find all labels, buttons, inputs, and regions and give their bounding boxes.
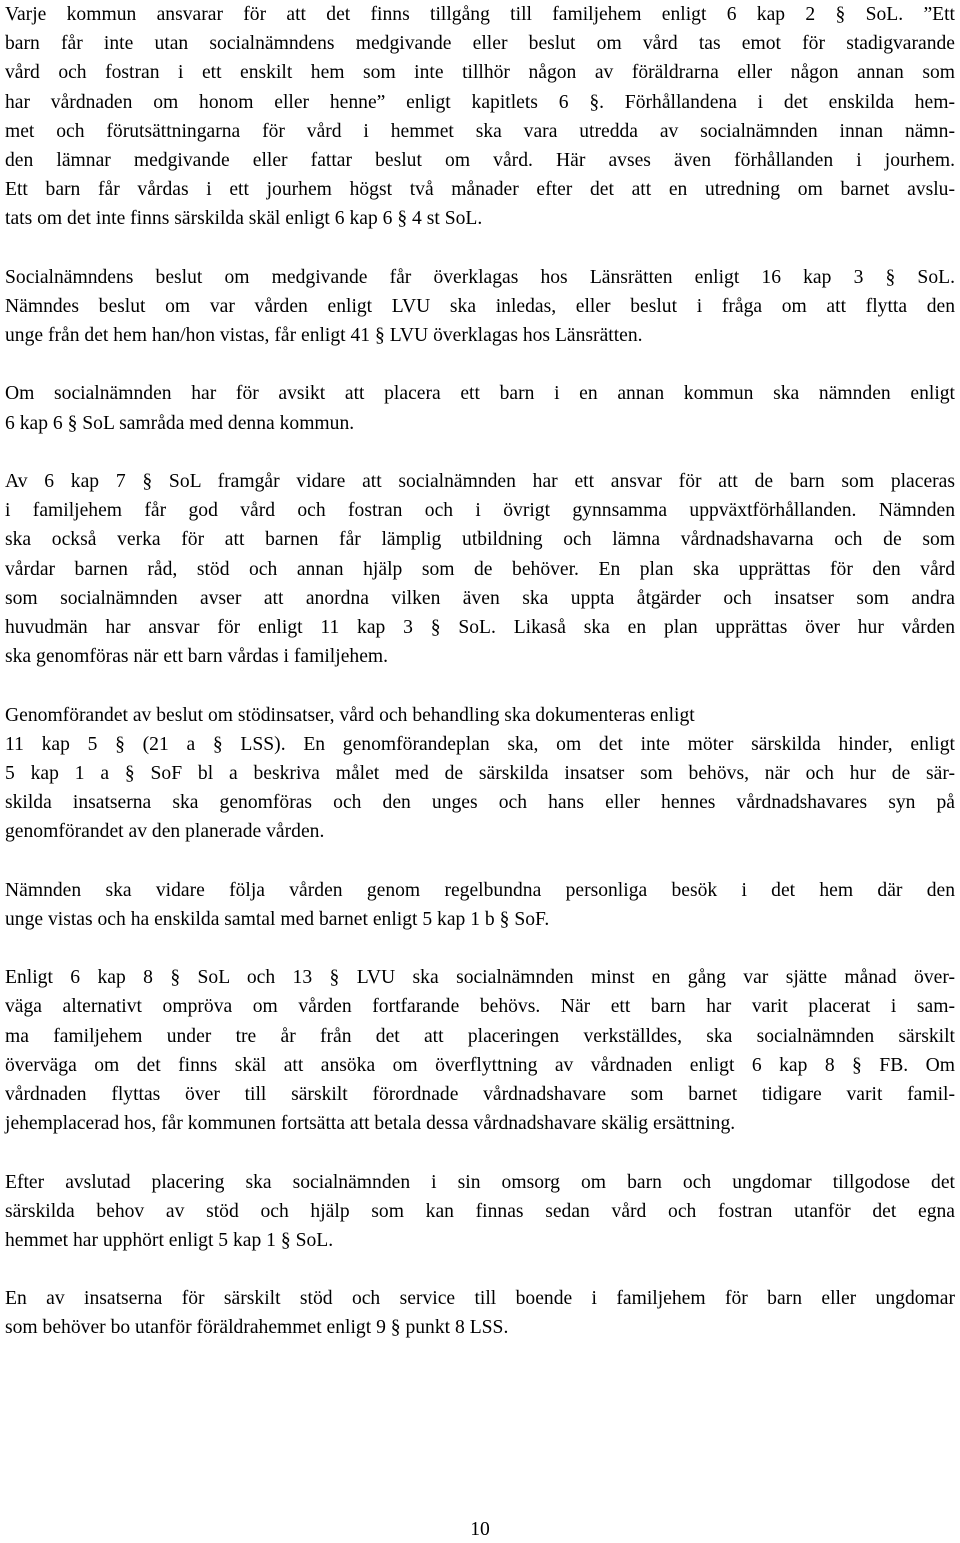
paragraph-gap — [5, 846, 955, 875]
text-line: Om socialnämnden har för avsikt att placera ett barn i en annan kommun ska nämnden enligt — [5, 383, 955, 405]
text-line: Socialnämndens beslut om medgivande får överklagas hos Länsrätten enligt 16 kap 3 § SoL. — [5, 266, 955, 288]
text-line: Genomförandet av beslut om stödinsatser, vård och behandling ska dokumenteras enligt — [5, 704, 695, 726]
text-line: den lämnar medgivande eller fattar beslut om vård. Här avses även förhållanden i jourhem. — [5, 149, 955, 171]
text-line: 6 kap 6 § SoL samråda med denna kommun. — [5, 412, 355, 434]
text-line: ska genomföras när ett barn vårdas i familjehem. — [5, 646, 389, 668]
text-line: 5 kap 1 a § SoF bl a beskriva målet med de särskilda insatser som behövs, när och hur de sär- — [5, 762, 955, 784]
text-line: ska också verka för att barnen får lämplig utbildning och lämna vårdnadshavarna och de som — [5, 529, 955, 551]
paragraph-gap — [5, 438, 955, 467]
text-line: unge från det hem han/hon vistas, får enligt 41 § LVU överklagas hos Länsrätten. — [5, 325, 643, 347]
paragraph-ansvar-placerade-barn — [5, 467, 955, 671]
text-line: unge vistas och ha enskilda samtal med barnet enligt 5 kap 1 b § SoF. — [5, 908, 550, 930]
paragraph-gap — [5, 1138, 955, 1167]
text-line: överväga om det finns skäl att ansöka om överflyttning av vårdnaden enligt 6 kap 8 § FB. Om — [5, 1054, 955, 1076]
text-line: genomförandet av den planerade vården. — [5, 821, 325, 843]
text-line: vårdnaden flyttas över till särskilt förordnade vårdnadshavare som barnet tidigare varit famil- — [5, 1083, 955, 1105]
text-line: i familjehem får god vård och fostran och i övrigt gynnsamma uppväxtförhållanden. Nämnden — [5, 500, 955, 522]
text-line: hemmet har upphört enligt 5 kap 1 § SoL. — [5, 1229, 334, 1251]
paragraph-besok-samtal — [5, 876, 955, 934]
page-number: 10 — [470, 1519, 490, 1540]
text-line: väga alternativt ompröva om vården fortfarande behövs. När ett barn har varit placerat i sam- — [5, 996, 955, 1018]
text-line: Efter avslutad placering ska socialnämnden i sin omsorg om barn och ungdomar tillgodose det — [5, 1171, 955, 1193]
text-line: tats om det inte finns särskilda skäl enligt 6 kap 6 § 4 st SoL. — [5, 208, 483, 230]
text-line: Ett barn får vårdas i ett jourhem högst två månader efter det att en utredning om barnet avslu- — [5, 179, 955, 201]
text-line: met och förutsättningarna för vård i hemmet ska vara utredda av socialnämnden innan nämn- — [5, 120, 955, 142]
document-page — [5, 0, 955, 1343]
paragraph-gap — [5, 1255, 955, 1284]
text-line: Av 6 kap 7 § SoL framgår vidare att socialnämnden har ett ansvar för att de barn som placeras — [5, 471, 955, 492]
paragraph-gap — [5, 234, 955, 263]
text-line: vårdar barnen råd, stöd och annan hjälp som de behöver. En plan ska upprättas för den vård — [5, 558, 955, 580]
text-line: skilda insatserna ska genomföras och den unges och hans eller hennes vårdnadshavares syn på — [5, 792, 955, 814]
text-line: särskilda behov av stöd och hjälp som kan finnas sedan vård och fostran utanför det egna — [5, 1200, 955, 1222]
text-line: huvudmän har ansvar för enligt 11 kap 3 § SoL. Likaså ska en plan upprättas över hur vården — [5, 616, 955, 638]
paragraph-gap — [5, 350, 955, 379]
text-line: Nämndes beslut om var vården enligt LVU ska inledas, eller beslut i fråga om att flytta den — [5, 295, 955, 317]
text-line: vård och fostran i ett enskilt hem som inte tillhör någon av föräldrarna eller någon annan som — [5, 62, 955, 84]
text-line: Enligt 6 kap 8 § SoL och 13 § LVU ska socialnämnden minst en gång var sjätte månad över- — [5, 967, 955, 989]
text-line: ma familjehem under tre år från det att placeringen verkställdes, ska socialnämnden särskilt — [5, 1025, 955, 1047]
text-line: barn får inte utan socialnämndens medgivande eller beslut om vård tas emot för stadigvarande — [5, 33, 955, 55]
paragraph-omprovning — [5, 963, 955, 1138]
text-line: som behöver bo utanför föräldrahemmet enligt 9 § punkt 8 LSS. — [5, 1317, 509, 1339]
paragraph-familjehem-ansvar — [5, 0, 955, 234]
paragraph-overklagande — [5, 263, 955, 351]
text-line: 11 kap 5 § (21 a § LSS). En genomförandeplan ska, om det inte möter särskilda hinder, enligt — [5, 733, 955, 755]
text-line: jehemplacerad hos, får kommunen fortsätta att betala dessa vårdnadshavare skälig ersättning. — [5, 1113, 736, 1135]
paragraph-efter-placering — [5, 1168, 955, 1256]
text-line: En av insatserna för särskilt stöd och service till boende i familjehem för barn eller ungdomar — [5, 1288, 955, 1310]
text-line: har vårdnaden om honom eller henne” enligt kapitlets 6 §. Förhållandena i det enskilda hem- — [5, 91, 955, 113]
text-line: Varje kommun ansvarar för att det finns tillgång till familjehem enligt 6 kap 2 § SoL. ”Ett — [5, 4, 955, 25]
text-line: som socialnämnden avser att anordna vilken även ska uppta åtgärder och insatser som andra — [5, 587, 955, 609]
paragraph-lss-insats — [5, 1284, 955, 1342]
paragraph-gap — [5, 934, 955, 963]
paragraph-samrad-kommun — [5, 379, 955, 437]
paragraph-genomforandeplan — [5, 701, 955, 847]
text-line: Nämnden ska vidare följa vården genom regelbundna personliga besök i det hem där den — [5, 879, 955, 901]
paragraph-gap — [5, 671, 955, 700]
